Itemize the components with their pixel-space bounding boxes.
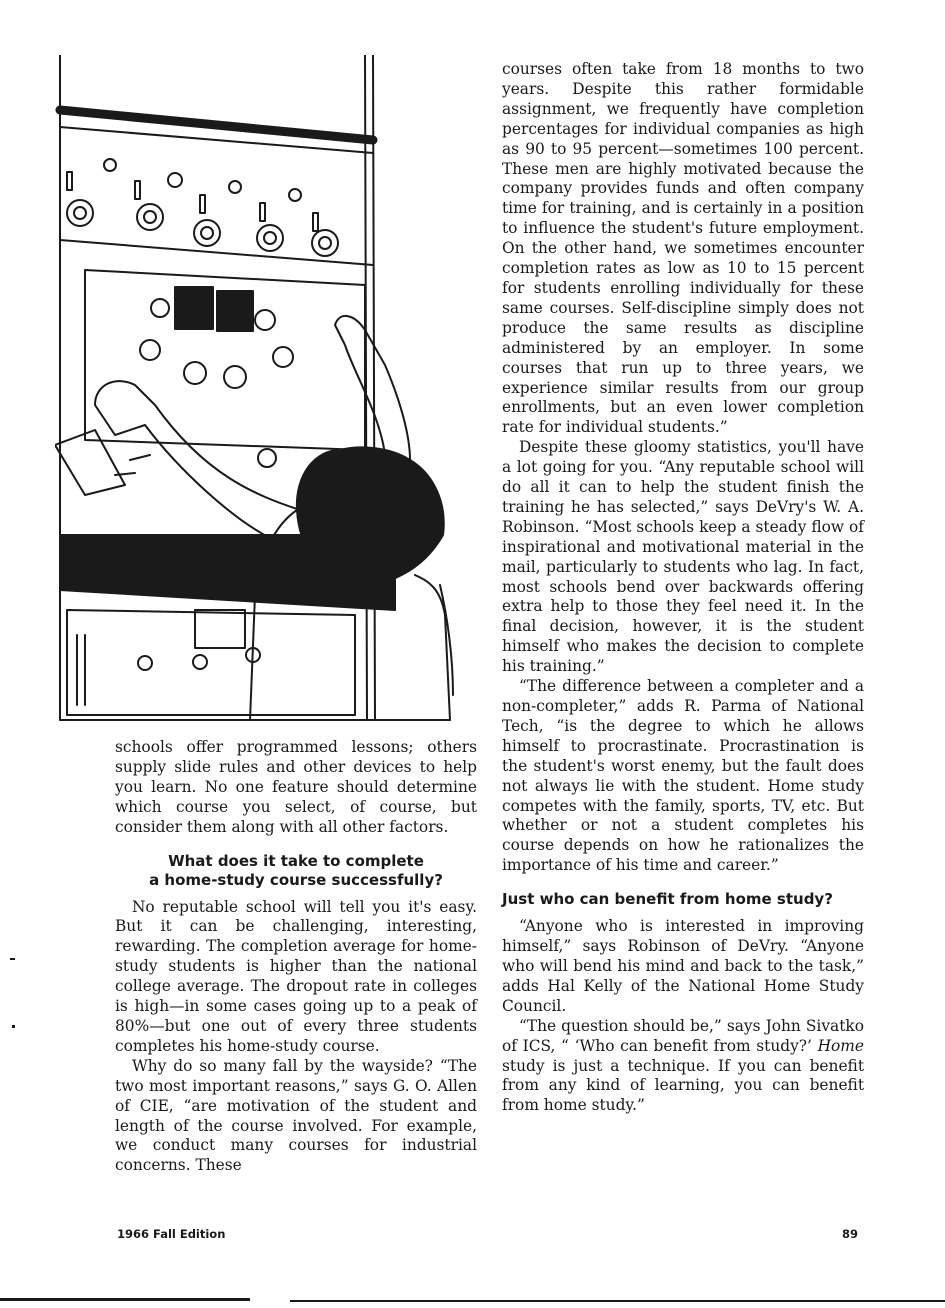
right-paragraph-question [502, 1017, 864, 1117]
margin-mark [10, 958, 15, 960]
quote-start: “The question should be,” says John Sivatko of ICS, “ ‘Who can benefit from study?’ [502, 1016, 864, 1055]
right-paragraph-gloomy-statistics: Despite these gloomy statistics, you'll have a lot going for you. “Any reputable school will do all it can to help the student finish the training he has selected,” says DeVry's W. A. Robinson. “Most schools keep a steady flow of inspirational and motivational material in the mail, particularly to students who lag. In fact, most schools bend over backwards offering extra help to those they feel need it. In the final decision, however, it is the student himself who makes the decision to complete his training.” [502, 438, 864, 676]
quote-end: study is just a technique. If you can benefit from any kind of learning, you can benefit from home study.” [502, 1056, 864, 1115]
section-heading-who-benefits: Just who can benefit from home study? [502, 890, 833, 909]
section-heading-line-2: a home-study course successfully? [149, 870, 443, 889]
right-paragraph-completer: “The difference between a completer and a non-completer,” adds R. Parma of National Tech, “is the degree to which he allows himself to procrastinate. Procrastination is the student's worst enemy, but the fault does not always lie with the student. Home study competes with the family, sports, TV, etc. But whether or not a student completes his course depends on how he rationalizes the importance of his time and career.” [502, 677, 864, 875]
left-paragraph-wayside: Why do so many fall by the wayside? “The two most important reasons,” says G. O. Allen of CIE, “are motivation of the student and length of the course involved. For example, we conduct many courses for industrial concerns. These [115, 1056, 477, 1175]
left-paragraph-reputable-school: No reputable school will tell you it's easy. But it can be challenging, interesting, rewarding. The completion average for home-study students is higher than the national college average. The dropout rate in colleges is high—in some cases going up to a peak of 80%—but one out of every three students completes his home-study course. [115, 897, 477, 1055]
edition-label: 1966 Fall Edition [117, 1227, 226, 1241]
bottom-edge-line-right [290, 1300, 945, 1302]
section-heading-line-1: What does it take to complete [168, 851, 424, 870]
margin-mark [12, 1025, 15, 1028]
left-paragraph-continued: schools offer programmed lessons; others supply slide rules and other devices to help you learn. No one feature should determine which course you select, of course, but consider them along with all other factors. [115, 738, 477, 836]
bottom-edge-line-left [0, 1298, 250, 1301]
emphasis-home: Home [817, 1036, 864, 1055]
right-column [502, 60, 864, 1116]
right-paragraph-anyone: “Anyone who is interested in improving himself,” says Robinson of DeVry. “Anyone who will bend his mind and back to the task,” adds Hal Kelly of the National Home Study Council. [502, 917, 864, 1015]
right-paragraph-continued: courses often take from 18 months to two years. Despite this rather formidable assignment, we frequently have completion percentages for individual companies as high as 90 to 95 percent—sometimes 100 percent. These men are highly motivated because the company provides funds and often company time for training, and is certainly in a position to influence the student's future employment. On the other hand, we sometimes encounter completion rates as low as 10 to 15 percent for students enrolling individually for these same courses. Self-discipline simply does not produce the same results as discipline administered by an employer. In some courses that run up to three years, we experience similar results from our group enrollments, but an even lower completion rate for individual students.” [502, 60, 864, 437]
left-column [115, 738, 477, 1176]
page-number: 89 [842, 1227, 859, 1241]
student-at-electronics-panel-illustration [55, 55, 455, 723]
section-heading-complete-course [115, 852, 477, 890]
